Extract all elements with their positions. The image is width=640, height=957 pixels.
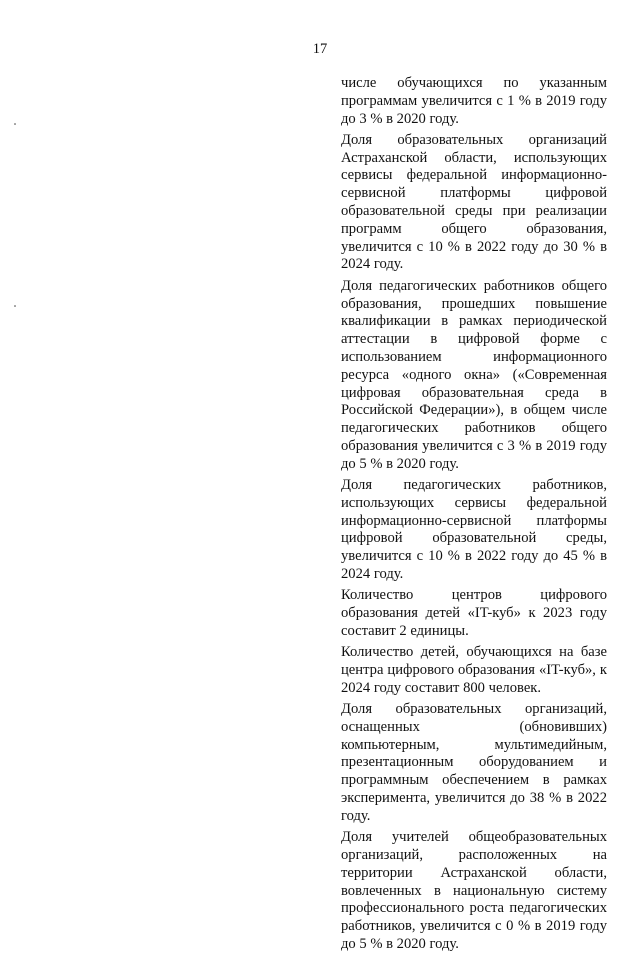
- paragraph-6: Количество детей, обучающихся на базе центра цифрового образования «IT-куб», к 2024 году составит 800 человек.: [341, 644, 607, 696]
- paragraph-5: Количество центров цифрового образования детей «IT-куб» к 2023 году составит 2 единицы.: [341, 587, 607, 639]
- paragraph-2: Доля образовательных организаций Астраханской области, использующих сервисы федеральной информационно-сервисной платформы цифровой образовательной среды при реализации программ общего образования, увеличится с 10 % в 2022 году до 30 % в 2024 году.: [341, 131, 607, 273]
- paragraph-4: Доля педагогических работников, использующих сервисы федеральной информационно-сервисной платформы цифровой образовательной среды, увеличится с 10 % в 2022 году до 45 % в 2024 году.: [341, 477, 607, 583]
- paragraph-7: Доля образовательных организаций, оснащенных (обновивших) компьютерным, мультимедийным, презентационным оборудованием и программным обеспечением в рамках эксперимента, увеличится до 38 % в 2022 году.: [341, 701, 607, 824]
- text-column: [341, 75, 607, 957]
- scan-speck: [14, 123, 16, 125]
- paragraph-1: числе обучающихся по указанным программам увеличится с 1 % в 2019 году до 3 % в 2020 году.: [341, 75, 607, 127]
- scan-speck: [14, 305, 16, 307]
- page-number: 17: [312, 41, 328, 57]
- paragraph-8: Доля учителей общеобразовательных организаций, расположенных на территории Астраханской области, вовлеченных в национальную систему профессионального роста педагогических работников, увеличится с 0 % в 2019 году до 5 % в 2020 году.: [341, 829, 607, 952]
- paragraph-3: Доля педагогических работников общего образования, прошедших повышение квалификации в рамках периодической аттестации в цифровой форме с использованием информационного ресурса «одного окна» («Современная цифровая образовательная среда в Российской Федерации»), в общем числе педагогических работников общего образования увеличится с 3 % в 2019 году до 5 % в 2020 году.: [341, 277, 607, 472]
